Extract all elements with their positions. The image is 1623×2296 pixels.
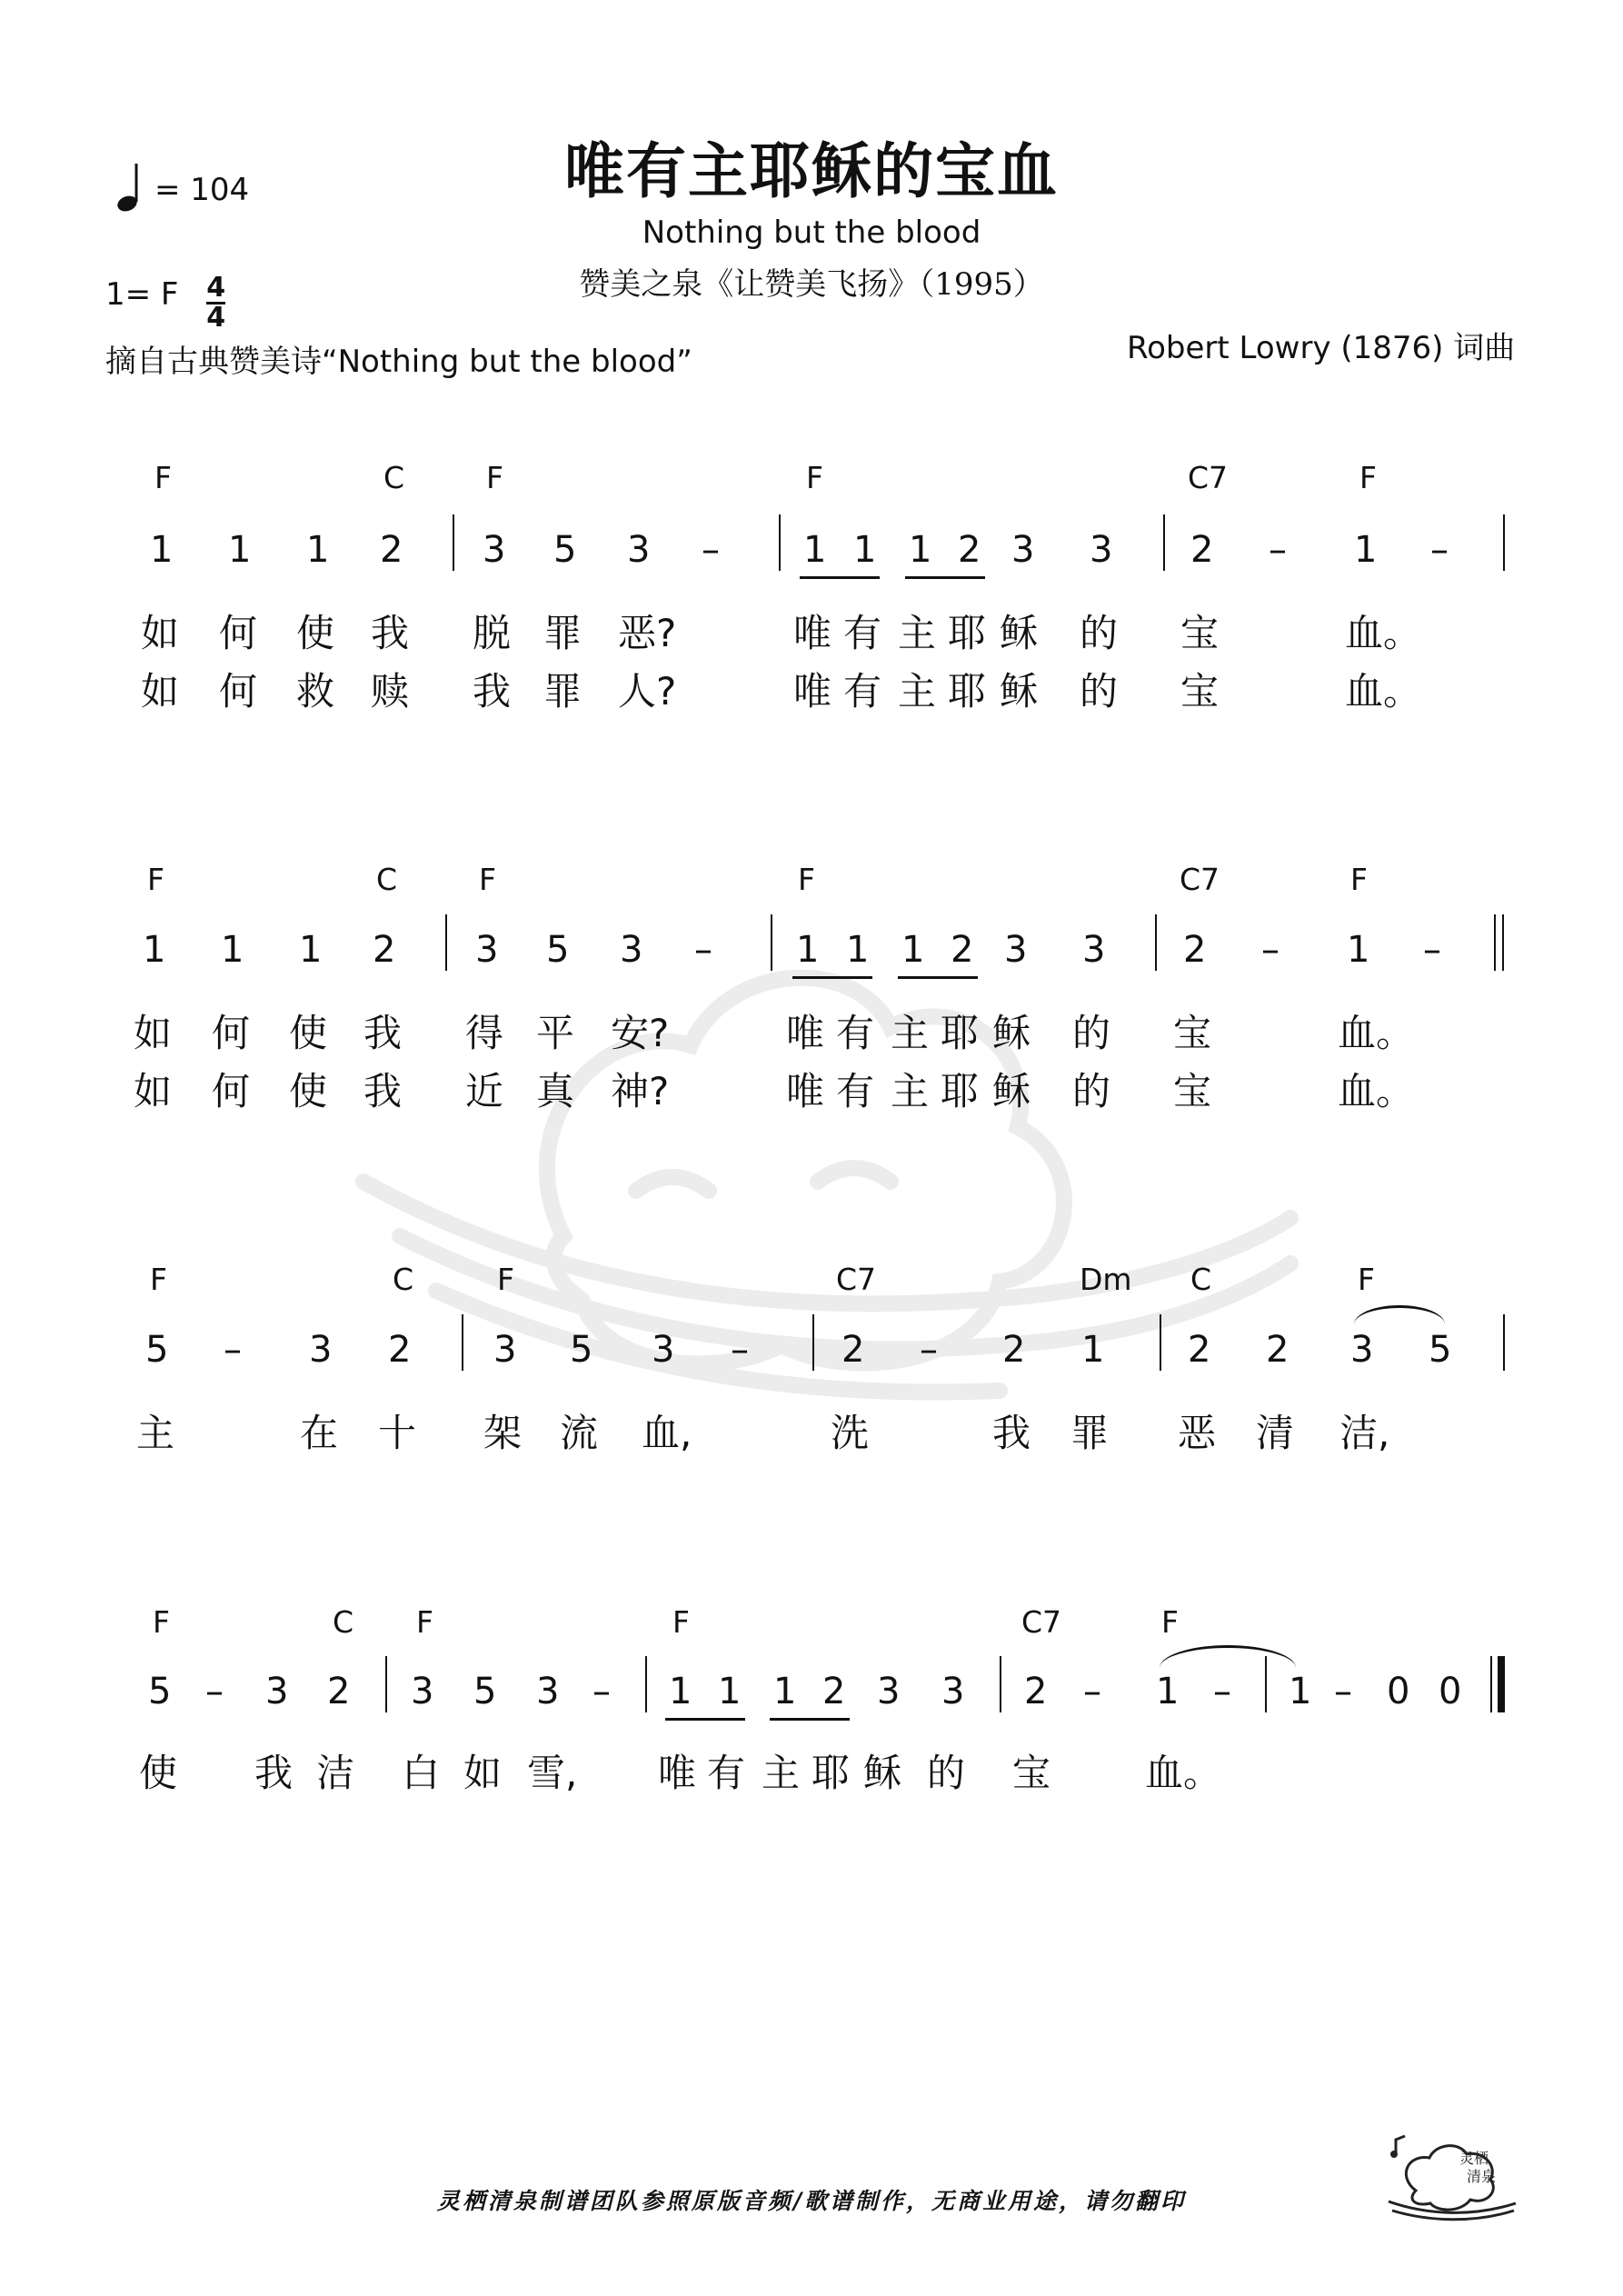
lyric: 耶 (941, 1069, 980, 1113)
note: 3 (620, 929, 643, 971)
note: 5 (553, 529, 577, 571)
chord: F (1161, 1604, 1179, 1640)
barline (1160, 1314, 1161, 1371)
note: – (205, 1671, 224, 1712)
lyric: 稣 (1000, 611, 1039, 655)
time-top: 4 (206, 272, 226, 304)
lyric: 血。 (1338, 1069, 1415, 1113)
chord: C (393, 1262, 414, 1297)
lyric: 耶 (948, 669, 987, 714)
chord: F (153, 1604, 170, 1640)
lyric: 主 (762, 1751, 801, 1795)
chord: F (1350, 862, 1368, 897)
note: 5 (570, 1329, 593, 1371)
barline (445, 914, 447, 971)
note: 1 (853, 529, 877, 571)
lyric: 何 (219, 611, 258, 655)
lyric: 稣 (1000, 669, 1039, 714)
note: – (920, 1329, 938, 1371)
note: – (1261, 929, 1279, 971)
note: 2 (958, 529, 981, 571)
lyric: 血。 (1338, 1011, 1415, 1055)
note: – (224, 1329, 242, 1371)
footer-notice: 灵栖清泉制谱团队参照原版音频/歌谱制作，无商业用途，请勿翻印 (436, 2188, 1187, 2214)
final-barline (1498, 1656, 1505, 1712)
chord: F (1359, 460, 1377, 495)
quarter-note-icon (116, 162, 147, 213)
note: 3 (1082, 929, 1106, 971)
time-signature (206, 272, 226, 334)
chord: F (416, 1604, 433, 1640)
chord: C (1190, 1262, 1212, 1297)
double-barline (1494, 914, 1496, 971)
note: 1 (796, 929, 820, 971)
chord: F (806, 460, 823, 495)
lyric: 主 (891, 1011, 930, 1055)
chord: C7 (1188, 460, 1229, 495)
note: 1 (299, 929, 323, 971)
lyric: 的 (1080, 669, 1119, 714)
note: 1 (306, 529, 330, 571)
lyric: 有 (836, 1011, 875, 1055)
note: 3 (536, 1671, 560, 1712)
lyric: 有 (707, 1751, 746, 1795)
lyric: 唯 (658, 1751, 697, 1795)
lyric: 的 (1072, 1011, 1111, 1055)
lyric: 血。 (1345, 669, 1422, 714)
lyric: 我 (363, 1069, 403, 1113)
note: – (1430, 529, 1449, 571)
note: – (592, 1671, 611, 1712)
beam-underline (665, 1718, 745, 1721)
slur (1354, 1305, 1445, 1324)
composer-credit: Robert Lowry (1876) 词曲 (1127, 330, 1516, 366)
beam-underline (905, 576, 985, 579)
lyric: 罪 (1070, 1411, 1110, 1455)
lyric: 赎 (371, 669, 410, 714)
barline (1503, 514, 1505, 571)
note: 3 (627, 529, 651, 571)
lyric: 架 (483, 1411, 523, 1455)
note: 1 (846, 929, 870, 971)
chord: F (147, 862, 164, 897)
lyric: 救 (296, 669, 335, 714)
note: 3 (941, 1671, 965, 1712)
note: 3 (265, 1671, 289, 1712)
note: 2 (1024, 1671, 1048, 1712)
lyric: 耶 (948, 611, 987, 655)
chord: F (672, 1604, 690, 1640)
lyric: 十 (378, 1411, 417, 1455)
song-title: 唯有主耶稣的宝血 (564, 136, 1059, 206)
lyric: 稣 (992, 1011, 1031, 1055)
lyric: 宝 (1180, 611, 1220, 655)
lyric: 恶? (618, 611, 677, 655)
lyric: 脱 (473, 611, 512, 655)
note: 3 (483, 529, 506, 571)
lyric: 宝 (1173, 1069, 1212, 1113)
note: 2 (388, 1329, 412, 1371)
note: – (1269, 529, 1287, 571)
lyric: 使 (139, 1751, 178, 1795)
barline (1000, 1656, 1001, 1712)
lyric: 唯 (786, 1069, 825, 1113)
chord: F (479, 862, 496, 897)
note: 3 (475, 929, 499, 971)
note: – (1423, 929, 1441, 971)
note: 1 (1354, 529, 1378, 571)
lyric: 唯 (786, 1011, 825, 1055)
barline (453, 514, 454, 571)
note: 1 (1347, 929, 1370, 971)
note: 1 (221, 929, 244, 971)
final-barline (1490, 1656, 1492, 1712)
note: – (1334, 1671, 1352, 1712)
note: 2 (1266, 1329, 1289, 1371)
lyric: 使 (289, 1011, 328, 1055)
note: 0 (1439, 1671, 1462, 1712)
lyric: 恶 (1178, 1411, 1217, 1455)
lyric: 有 (843, 611, 882, 655)
chord: F (154, 460, 172, 495)
lyric: 使 (289, 1069, 328, 1113)
barline (1503, 1314, 1505, 1371)
note: 2 (380, 529, 403, 571)
lyric: 有 (836, 1069, 875, 1113)
lyric: 的 (1080, 611, 1119, 655)
lyric: 罪 (543, 669, 582, 714)
note: 5 (546, 929, 570, 971)
note: 3 (652, 1329, 675, 1371)
lyric: 主 (898, 611, 937, 655)
lyric: 稣 (992, 1069, 1031, 1113)
chord: Dm (1080, 1262, 1132, 1297)
barline (385, 1656, 387, 1712)
note: 1 (150, 529, 174, 571)
note: 5 (1429, 1329, 1452, 1371)
note: 3 (493, 1329, 517, 1371)
chord: F (486, 460, 503, 495)
note: 0 (1387, 1671, 1410, 1712)
lyric: 如 (463, 1751, 503, 1795)
beam-underline (792, 976, 872, 979)
lyric: 耶 (812, 1751, 851, 1795)
lyric: 我 (992, 1411, 1031, 1455)
tempo-value: = 104 (154, 172, 250, 208)
beam-underline (800, 576, 880, 579)
note: 2 (1002, 1329, 1026, 1371)
lyric: 如 (134, 1069, 173, 1113)
note: 2 (1190, 529, 1214, 571)
lyric: 何 (212, 1069, 251, 1113)
barline (1163, 514, 1165, 571)
note: 2 (1188, 1329, 1211, 1371)
lyric: 得 (465, 1011, 504, 1055)
note: 2 (373, 929, 396, 971)
lyric: 耶 (941, 1011, 980, 1055)
lyric: 白 (402, 1751, 441, 1795)
chord: C (376, 862, 398, 897)
lyric: 神? (611, 1069, 670, 1113)
note: 5 (473, 1671, 497, 1712)
note: 1 (143, 929, 166, 971)
barline (1265, 1656, 1267, 1712)
note: 1 (669, 1671, 692, 1712)
origin-note: 摘自古典赞美诗“Nothing but the blood” (105, 344, 692, 380)
lyric: 主 (898, 669, 937, 714)
note: 1 (228, 529, 252, 571)
beam-underline (898, 976, 978, 979)
chord: F (798, 862, 815, 897)
time-bottom: 4 (206, 302, 226, 334)
lyric: 我 (371, 611, 410, 655)
note: 1 (1156, 1671, 1180, 1712)
lyric: 洁 (316, 1751, 355, 1795)
note: 1 (901, 929, 925, 971)
lyric: 宝 (1012, 1751, 1051, 1795)
lyric: 血。 (1345, 611, 1422, 655)
logo-text: 灵栖 (1459, 2150, 1489, 2167)
lyric: 主 (136, 1411, 175, 1455)
note: 1 (909, 529, 932, 571)
barline (1155, 914, 1157, 971)
note: 3 (1011, 529, 1035, 571)
lyric: 在 (300, 1411, 339, 1455)
note: 2 (327, 1671, 351, 1712)
lyric: 洗 (831, 1411, 870, 1455)
lyric: 的 (927, 1751, 966, 1795)
key-text: 1= F (105, 276, 179, 313)
note: – (731, 1329, 749, 1371)
note: 3 (411, 1671, 434, 1712)
chord: C7 (1021, 1604, 1062, 1640)
note: 3 (1090, 529, 1113, 571)
lyric: 何 (212, 1011, 251, 1055)
chord: C (333, 1604, 354, 1640)
sheep-logo-icon (1379, 2127, 1525, 2227)
lyric: 唯 (793, 611, 832, 655)
lyric: 主 (891, 1069, 930, 1113)
note: – (1083, 1671, 1101, 1712)
chord: F (497, 1262, 514, 1297)
note: 1 (1289, 1671, 1312, 1712)
note: 1 (1081, 1329, 1105, 1371)
note: – (1213, 1671, 1231, 1712)
lyric: 我 (254, 1751, 294, 1795)
lyric: 安? (611, 1011, 670, 1055)
note: 3 (309, 1329, 333, 1371)
logo-text: 清泉 (1467, 2168, 1497, 2185)
double-barline (1502, 914, 1504, 971)
note: 2 (951, 929, 974, 971)
lyric: 如 (141, 611, 180, 655)
lyric: 何 (219, 669, 258, 714)
chord: C (383, 460, 405, 495)
lyric: 血。 (1145, 1751, 1222, 1795)
note: 2 (1183, 929, 1207, 971)
song-source: 赞美之泉《让赞美飞扬》（1995） (579, 266, 1044, 303)
key-signature (105, 272, 226, 334)
lyric: 平 (536, 1011, 575, 1055)
lyric: 有 (843, 669, 882, 714)
lyric: 稣 (863, 1751, 902, 1795)
lyric: 使 (296, 611, 335, 655)
barline (645, 1656, 647, 1712)
note: – (694, 929, 712, 971)
song-subtitle: Nothing but the blood (642, 215, 981, 251)
note: 3 (1350, 1329, 1374, 1371)
lyric: 流 (560, 1411, 599, 1455)
lyric: 清 (1256, 1411, 1295, 1455)
lyric: 洁, (1339, 1411, 1390, 1455)
tempo-marking (116, 162, 249, 213)
note: 2 (841, 1329, 865, 1371)
lyric: 血, (642, 1411, 692, 1455)
lyric: 如 (141, 669, 180, 714)
lyric: 真 (536, 1069, 575, 1113)
lyric: 宝 (1173, 1011, 1212, 1055)
note: 2 (822, 1671, 846, 1712)
lyric: 如 (134, 1011, 173, 1055)
barline (771, 914, 772, 971)
note: 5 (145, 1329, 169, 1371)
note: – (702, 529, 720, 571)
sheep-watermark-icon (345, 891, 1309, 1454)
note: 1 (803, 529, 827, 571)
note: 1 (718, 1671, 742, 1712)
lyric: 雪, (527, 1751, 578, 1795)
lyric: 的 (1072, 1069, 1111, 1113)
note: 5 (148, 1671, 172, 1712)
lyric: 宝 (1180, 669, 1220, 714)
lyric: 人? (618, 669, 677, 714)
lyric: 我 (363, 1011, 403, 1055)
lyric: 唯 (793, 669, 832, 714)
tie (1160, 1645, 1296, 1668)
lyric: 罪 (543, 611, 582, 655)
chord: F (150, 1262, 167, 1297)
chord: F (1358, 1262, 1375, 1297)
note: 3 (1004, 929, 1028, 971)
note: 1 (773, 1671, 797, 1712)
note: 3 (877, 1671, 901, 1712)
lyric: 我 (473, 669, 512, 714)
barline (462, 1314, 463, 1371)
chord: C7 (836, 1262, 877, 1297)
lyric: 近 (465, 1069, 504, 1113)
beam-underline (770, 1718, 850, 1721)
barline (779, 514, 781, 571)
chord: C7 (1180, 862, 1220, 897)
barline (812, 1314, 814, 1371)
